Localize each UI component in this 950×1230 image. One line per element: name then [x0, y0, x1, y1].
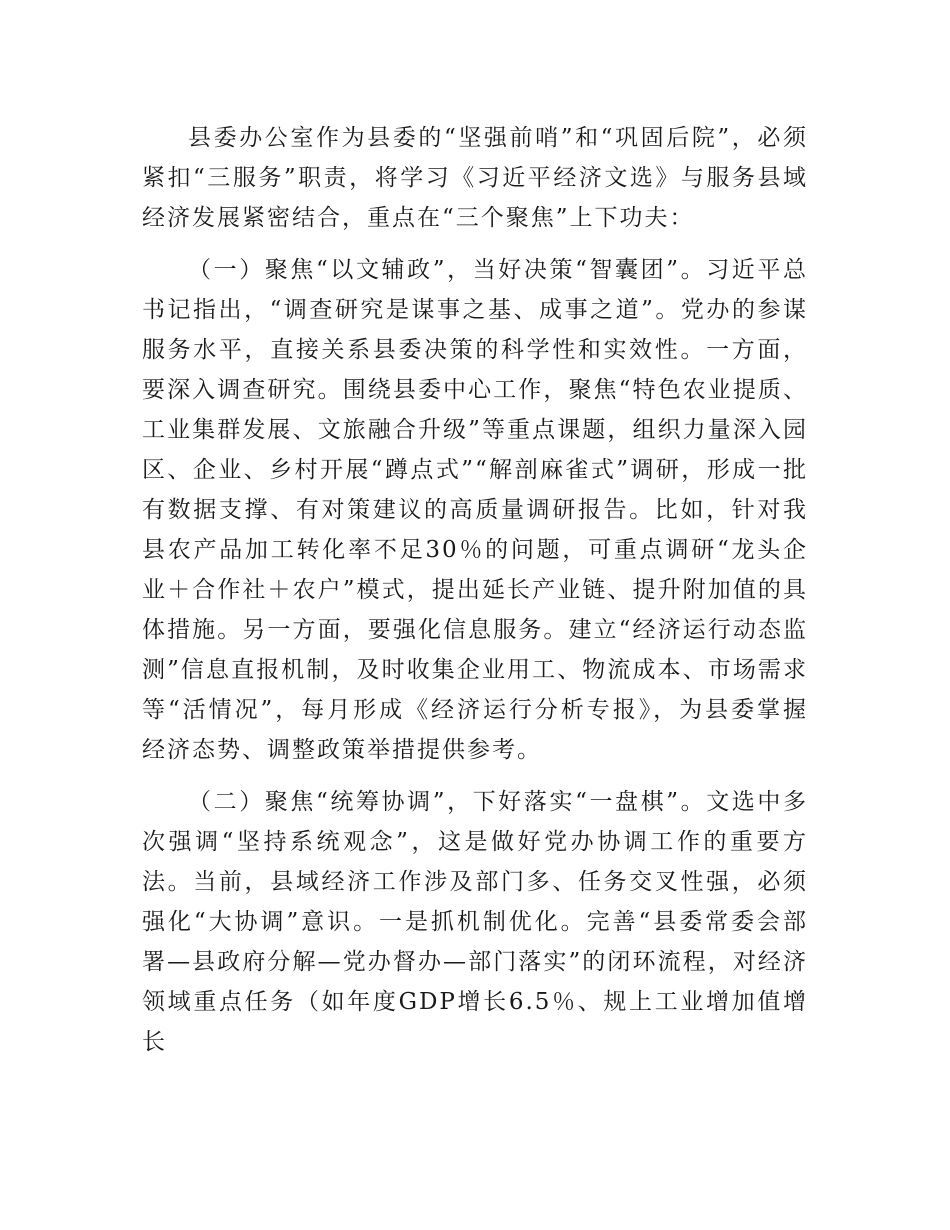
paragraph-section-two: （二）聚焦“统筹协调”，下好落实“一盘棋”。文选中多次强调“坚持系统观念”，这是做好党办协调工作的重要方法。当前，县域经济工作涉及部门多、任务交叉性强，必须强化“大协调”意识。一是抓机制优化。完善“县委常委会部署—县政府分解—党办督办—部门落实”的闭环流程，对经济领域重点任务（如年度GDP增长6.5％、规上工业增加值增长 [142, 789, 808, 1055]
paragraph-intro: 县委办公室作为县委的“坚强前哨”和“巩固后院”，必须紧扣“三服务”职责，将学习《习近平经济文选》与服务县域经济发展紧密结合，重点在“三个聚焦”上下功夫： [142, 125, 808, 231]
paragraph-section-one: （一）聚焦“以文辅政”，当好决策“智囊团”。习近平总书记指出，“调查研究是谋事之基、成事之道”。党办的参谋服务水平，直接关系县委决策的科学性和实效性。一方面，要深入调查研究。围绕县委中心工作，聚焦“特色农业提质、工业集群发展、文旅融合升级”等重点课题，组织力量深入园区、企业、乡村开展“蹲点式”“解剖麻雀式”调研，形成一批有数据支撑、有对策建议的高质量调研报告。比如，针对我县农产品加工转化率不足30％的问题，可重点调研“龙头企业＋合作社＋农户”模式，提出延长产业链、提升附加值的具体措施。另一方面，要强化信息服务。建立“经济运行动态监测”信息直报机制，及时收集企业用工、物流成本、市场需求等“活情况”，每月形成《经济运行分析专报》，为县委掌握经济态势、调整政策举措提供参考。 [142, 257, 808, 763]
document-body [142, 118, 808, 1062]
